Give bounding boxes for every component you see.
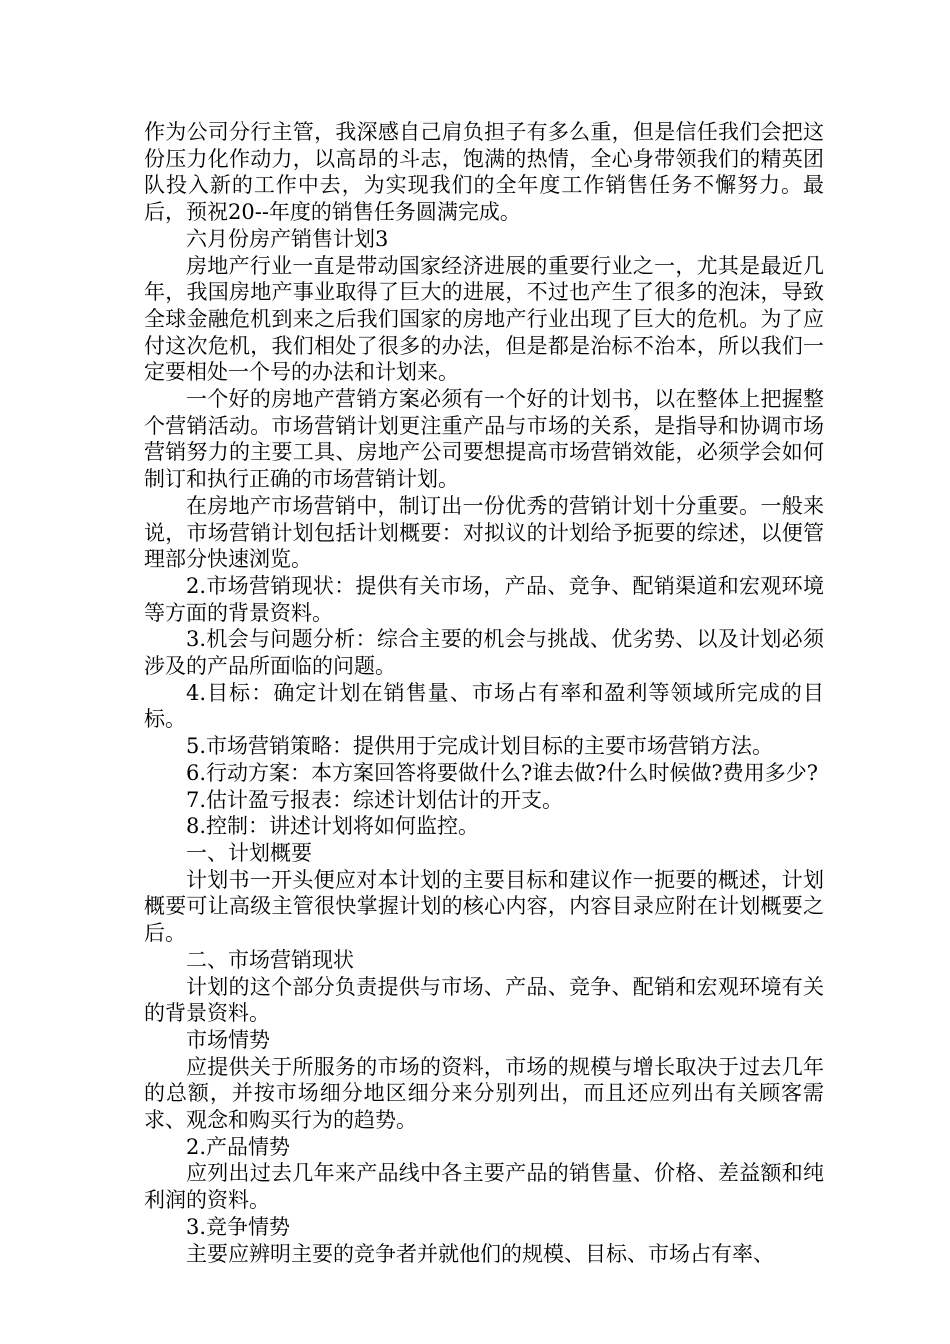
paragraph-market-situation: 应提供关于所服务的市场的资料，市场的规模与增长取决于过去几年的总额，并按市场细分地区细分来分别列出，而且还应列出有关顾客需求、观念和购买行为的趋势。 — [144, 1054, 824, 1133]
heading-market-situation: 市场情势 — [186, 1027, 270, 1052]
section-title-plan-3: 六月份房产销售计划3 — [186, 226, 389, 251]
list-item-5: 5.市场营销策略：提供用于完成计划目标的主要市场营销方法。 — [186, 734, 774, 759]
list-item-8: 8.控制：讲述计划将如何监控。 — [186, 814, 480, 839]
list-item-7: 7.估计盈亏报表：综述计划估计的开支。 — [186, 787, 564, 812]
paragraph-market-status: 计划的这个部分负责提供与市场、产品、竞争、配销和宏观环境有关的背景资料。 — [144, 974, 824, 1026]
paragraph-5: 在房地产市场营销中，制订出一份优秀的营销计划十分重要。一般来说，市场营销计划包括计划概要：对拟议的计划给予扼要的综述，以便管理部分快速浏览。 — [144, 493, 824, 572]
paragraph-1: 作为公司分行主管，我深感自己肩负担子有多么重，但是信任我们会把这份压力化作动力，以高昂的斗志，饱满的热情，全心身带领我们的精英团队投入新的工作中去，为实现我们的全年度工作销售任务不懈努力。最后，预祝20--年度的销售任务圆满完成。 — [144, 120, 824, 225]
document-body — [144, 119, 824, 1267]
list-item-3: 3.机会与问题分析：综合主要的机会与挑战、优劣势、以及计划必须涉及的产品所面临的问题。 — [144, 627, 824, 679]
heading-plan-summary: 一、计划概要 — [186, 840, 312, 865]
heading-product-situation: 2.产品情势 — [186, 1134, 291, 1159]
list-item-4: 4.目标：确定计划在销售量、市场占有率和盈利等领域所完成的目标。 — [144, 680, 824, 732]
paragraph-competition-situation: 主要应辨明主要的竞争者并就他们的规模、目标、市场占有率、 — [186, 1241, 774, 1266]
heading-competition-situation: 3.竞争情势 — [186, 1214, 291, 1239]
list-item-6: 6.行动方案：本方案回答将要做什么?谁去做?什么时候做?费用多少? — [186, 760, 819, 785]
paragraph-product-situation: 应列出过去几年来产品线中各主要产品的销售量、价格、差益额和纯利润的资料。 — [144, 1161, 824, 1213]
paragraph-3: 房地产行业一直是带动国家经济进展的重要行业之一，尤其是最近几年，我国房地产事业取得了巨大的进展，不过也产生了很多的泡沫，导致全球金融危机到来之后我们国家的房地产行业出现了巨大的危机。为了应付这次危机，我们相处了很多的办法，但是都是治标不治本，所以我们一定要相处一个号的办法和计划来。 — [144, 253, 824, 385]
paragraph-plan-summary: 计划书一开头便应对本计划的主要目标和建议作一扼要的概述，计划概要可让高级主管很快掌握计划的核心内容，内容目录应附在计划概要之后。 — [144, 867, 824, 946]
paragraph-4: 一个好的房地产营销方案必须有一个好的计划书，以在整体上把握整个营销活动。市场营销计划更注重产品与市场的关系，是指导和协调市场营销努力的主要工具、房地产公司要想提高市场营销效能，必须学会如何制订和执行正确的市场营销计划。 — [144, 387, 824, 492]
heading-market-status: 二、市场营销现状 — [186, 947, 354, 972]
list-item-2: 2.市场营销现状：提供有关市场，产品、竞争、配销渠道和宏观环境等方面的背景资料。 — [144, 573, 824, 625]
